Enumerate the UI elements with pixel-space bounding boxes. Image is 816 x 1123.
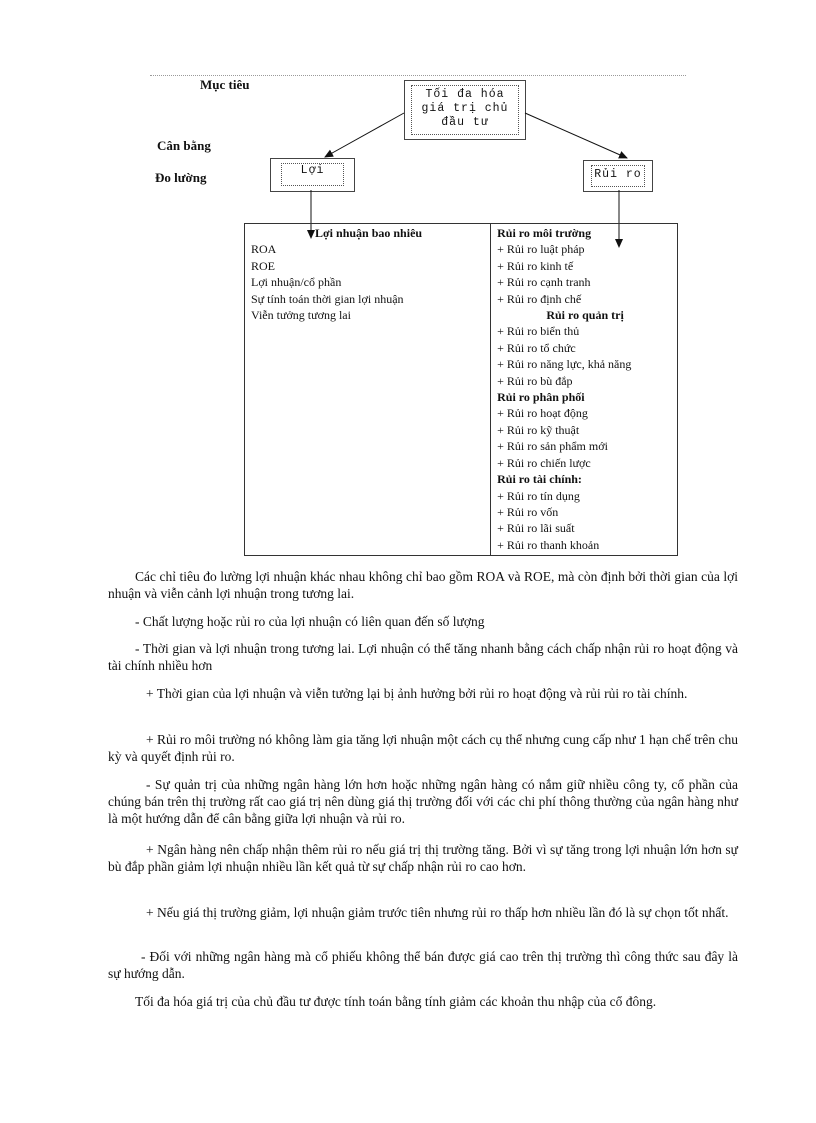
risk-item: + Rủi ro kinh tế — [497, 258, 574, 273]
paragraph-1: Các chỉ tiêu đo lường lợi nhuận khác nhau không chỉ bao gồm ROA và ROE, mà còn định bởi thời gian của lợi nhuận và viễn cảnh lợi nhuận trong tương lai. — [108, 569, 738, 601]
arrow-goal-to-profit — [325, 113, 404, 157]
risk-group-header: Rủi ro phân phối — [497, 390, 585, 405]
risk-item: + Rủi ro năng lực, khả năng — [497, 357, 632, 372]
risk-item: + Rủi ro biển thủ — [497, 324, 580, 339]
paragraph-4: + Thời gian của lợi nhuận và viễn tưởng lại bị ảnh hưởng bởi rủi ro hoạt động và rủi rủi ro tài chính. — [146, 686, 688, 701]
risk-box-text: Rủi ro — [594, 168, 642, 181]
profit-list — [251, 241, 486, 323]
label-can-bang: Cân bằng — [157, 138, 211, 153]
profit-item: Sự tính toán thời gian lợi nhuận — [251, 291, 404, 306]
risk-group-header: Rủi ro tài chính: — [497, 472, 582, 487]
risk-group-header: Rủi ro môi trường — [497, 226, 592, 240]
risk-item: + Rủi ro hoạt động — [497, 406, 588, 421]
measure-table — [244, 223, 678, 556]
risk-item: + Rủi ro bù đắp — [497, 373, 573, 388]
paragraph-2: - Chất lượng hoặc rủi ro của lợi nhuận có liên quan đến số lượng — [135, 614, 485, 629]
label-do-luong: Đo lường — [155, 170, 207, 185]
profit-item: Viễn tưởng tương lai — [251, 308, 351, 323]
profit-header: Lợi nhuận bao nhiêu — [315, 226, 423, 240]
risk-item: + Rủi ro kỹ thuật — [497, 422, 580, 437]
goal-line-3: đầu tư — [441, 116, 489, 129]
profit-box-text: Lợi — [300, 164, 325, 177]
goal-line-2: giá trị chủ — [421, 102, 509, 115]
diagram-arrows — [0, 0, 816, 260]
goal-line-1: Tối đa hóa — [425, 88, 505, 101]
risk-item: + Rủi ro tín dụng — [497, 488, 580, 503]
risk-item: + Rủi ro luật pháp — [497, 242, 585, 257]
label-muc-tieu: Mục tiêu — [200, 77, 250, 92]
profit-item: ROE — [251, 258, 275, 273]
risk-item: + Rủi ro sản phẩm mới — [497, 439, 608, 454]
risk-item: + Rủi ro lãi suất — [497, 521, 575, 536]
profit-item: ROA — [251, 242, 277, 257]
risk-item: + Rủi ro cạnh tranh — [497, 275, 591, 290]
risk-column — [491, 224, 678, 556]
risk-item: + Rủi ro định chế — [497, 291, 582, 306]
profit-column — [245, 224, 491, 556]
profit-item: Lợi nhuận/cổ phần — [251, 275, 342, 290]
paragraph-8: + Nếu giá thị trường giảm, lợi nhuận giảm trước tiên nhưng rủi ro thấp hơn nhiều lần đó là sự chọn tốt nhất. — [146, 905, 729, 920]
risk-item: + Rủi ro chiến lược — [497, 455, 591, 470]
arrow-goal-to-risk — [525, 113, 627, 158]
risk-list — [497, 225, 673, 553]
paragraph-6: - Sự quản trị của những ngân hàng lớn hơn hoặc những ngân hàng có nắm giữ nhiều công ty, cổ phần của chúng bán trên thị trường rất cao giá trị nên dùng giá thị trường đối với các chi phí thông thường của ngân hàng như là một hướng dẫn để cân bằng giữa lợi nhuận và rủi ro. — [108, 777, 738, 826]
paragraph-5: + Rủi ro môi trường nó không làm gia tăng lợi nhuận một cách cụ thể nhưng cung cấp như 1 hạn chế trên chu kỳ và quyết định rủi ro. — [108, 732, 738, 764]
risk-item: + Rủi ro vốn — [497, 504, 559, 519]
risk-item: + Rủi ro thanh khoản — [497, 537, 600, 552]
risk-item: + Rủi ro tổ chức — [497, 340, 576, 355]
paragraph-10: Tối đa hóa giá trị của chủ đầu tư được tính toán bằng tính giảm các khoản thu nhập của cổ đông. — [135, 994, 657, 1009]
paragraph-9: - Đối với những ngân hàng mà cổ phiếu không thể bán được giá cao trên thị trường thì công thức sau đây là sự hướng dẫn. — [108, 949, 738, 981]
risk-group-header: Rủi ro quản trị — [546, 308, 624, 323]
paragraph-3: - Thời gian và lợi nhuận trong tương lai. Lợi nhuận có thể tăng nhanh bằng cách chấp nhận rủi ro hoạt động và tài chính nhiều hơn — [108, 641, 738, 673]
paragraph-7: + Ngân hàng nên chấp nhận thêm rủi ro nếu giá trị thị trường tăng. Bởi vì sự tăng trong lợi nhuận lớn hơn sự bù đắp phần giảm lợi nhuận nhiều lần kết quả từ sự chấp nhận rủi ro cao hơn. — [108, 842, 738, 874]
